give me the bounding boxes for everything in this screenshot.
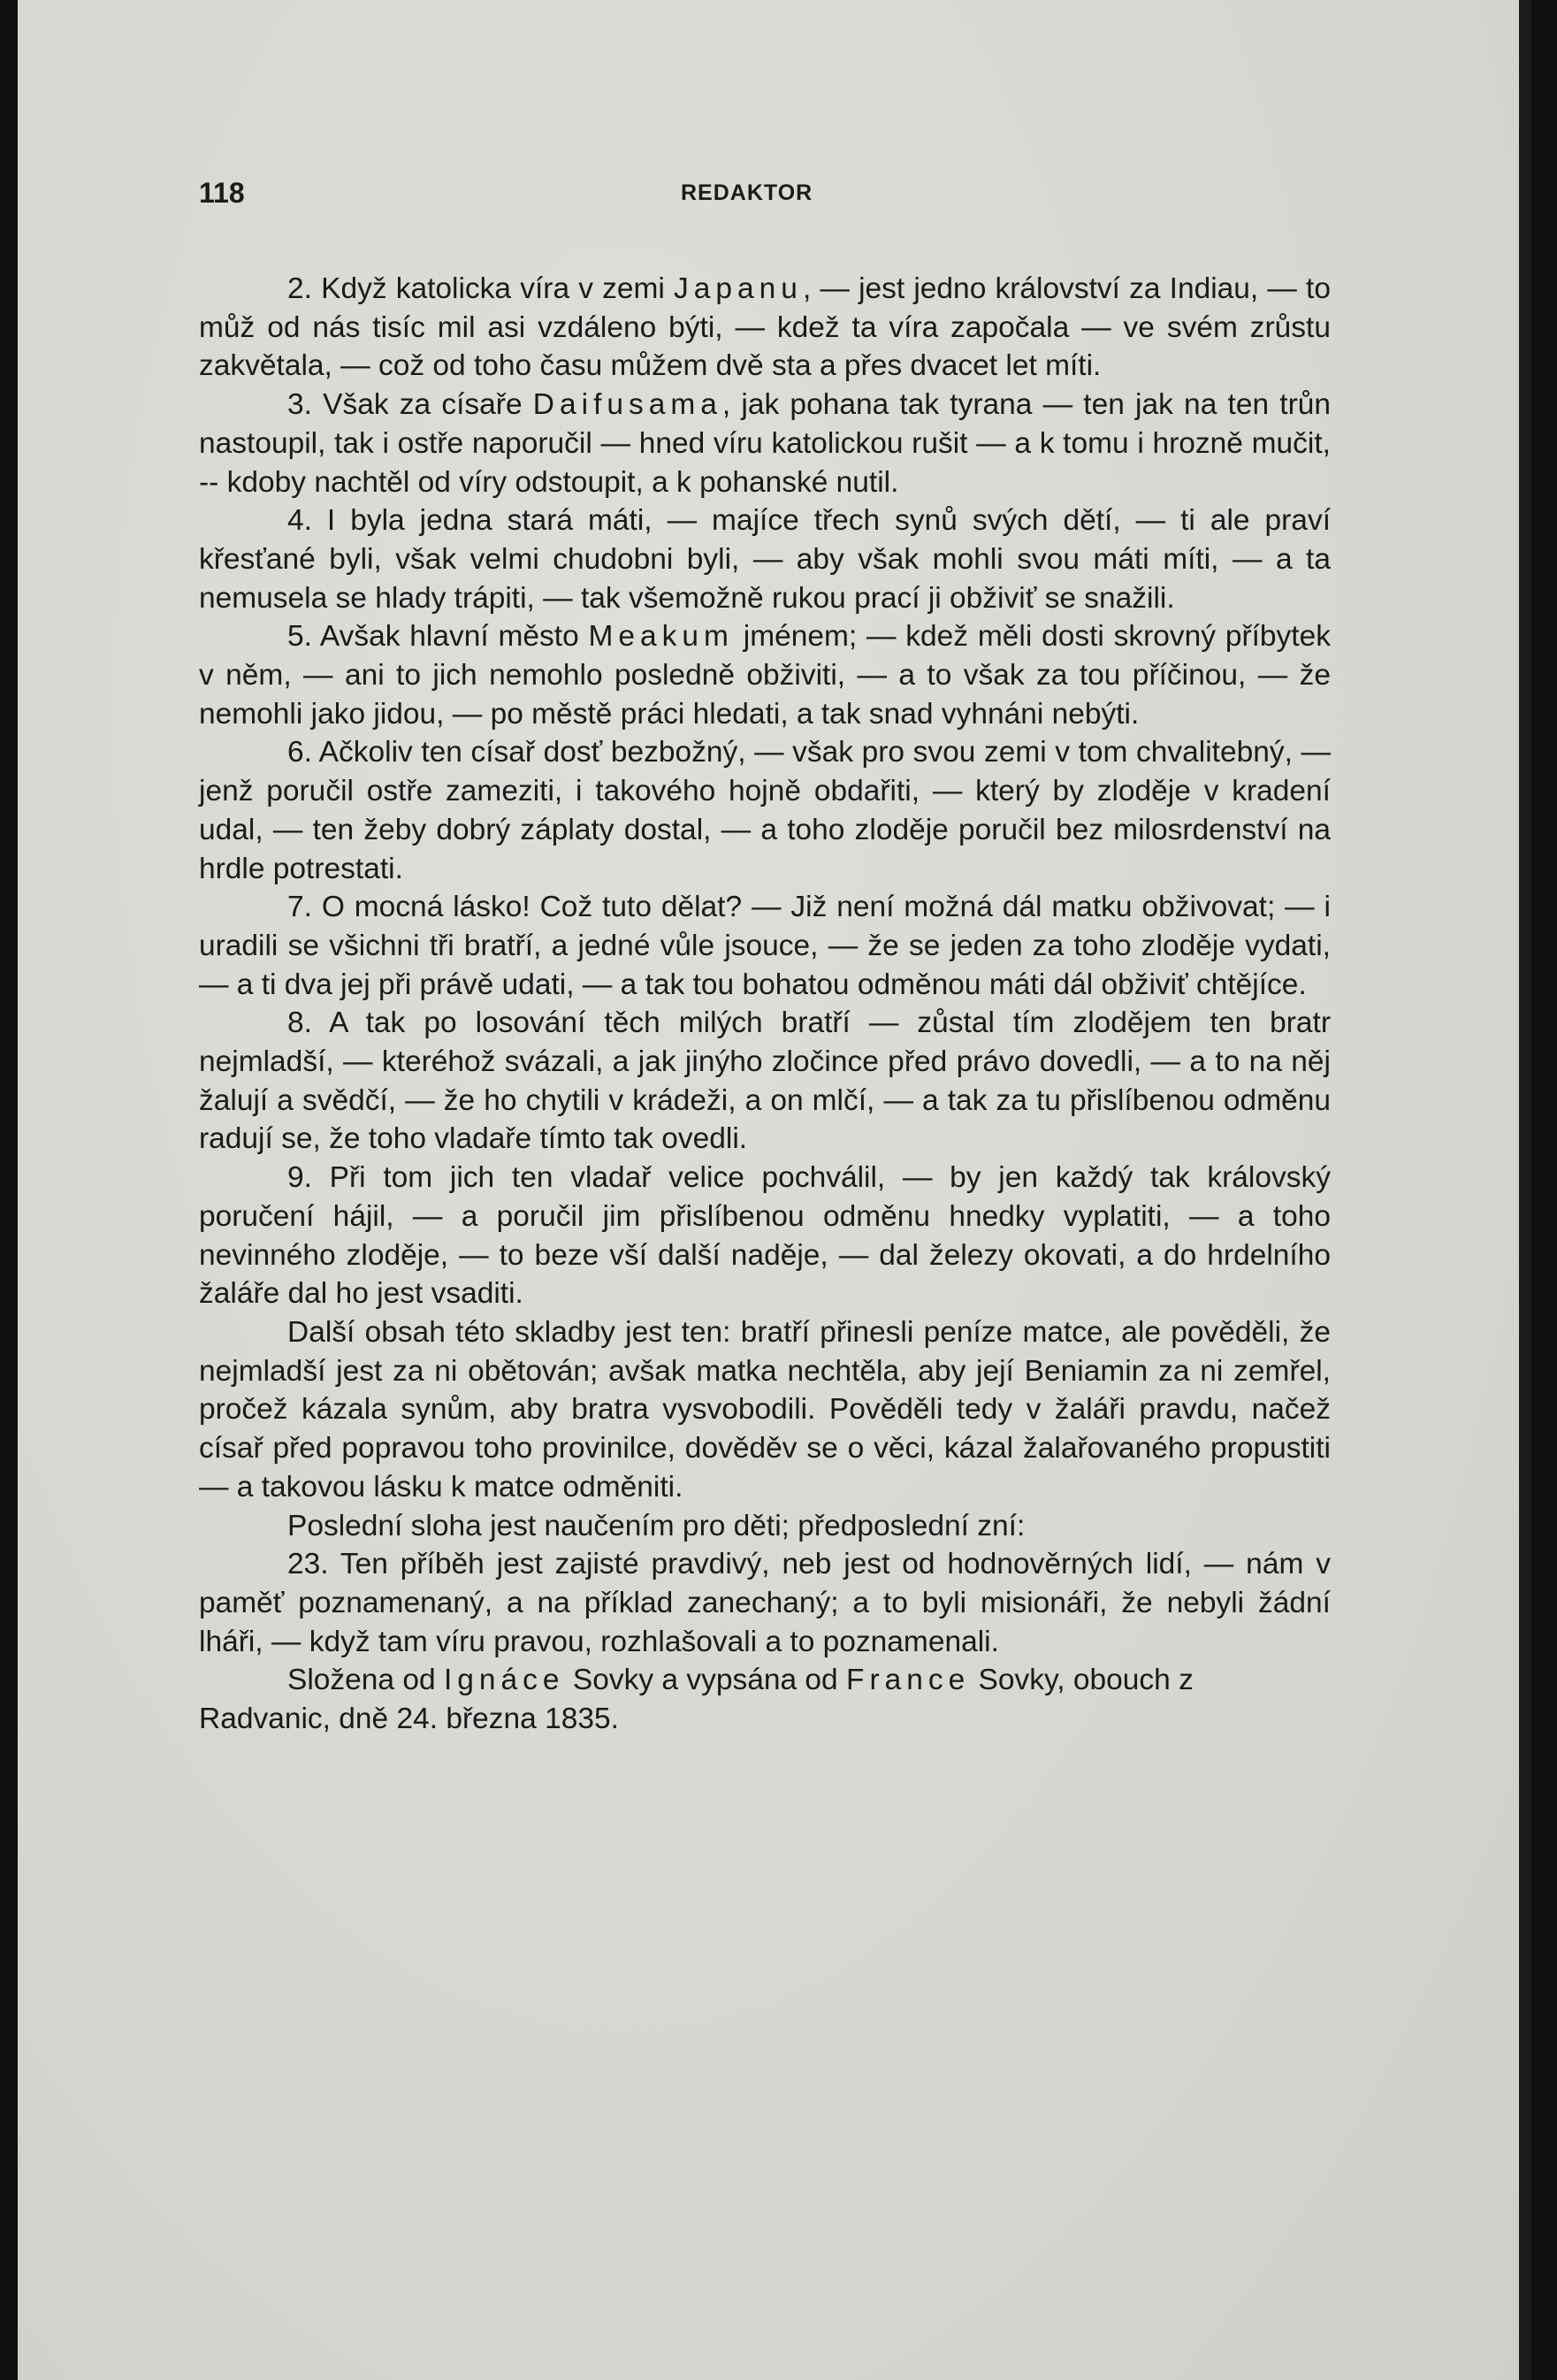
paragraph-3-text-b: , jak pohana tak tyrana — ten jak na ten trůn nastoupil, tak i ostře naporučil — hned víru katolickou rušit — a k tomu i hrozně mučit, -- kdoby nachtěl od víry odstoupit, a k pohanské nutil. bbox=[199, 388, 1331, 499]
spaced-word-daifusama: Daifusama bbox=[532, 388, 722, 422]
spaced-word-france: France bbox=[845, 1664, 971, 1697]
paragraph-signature bbox=[199, 1661, 1331, 1738]
page-header bbox=[199, 177, 1331, 212]
paragraph-3 bbox=[199, 386, 1331, 501]
running-title: REDAKTOR bbox=[681, 180, 813, 205]
paragraph-9: 9. Při tom jich ten vladař velice pochválil, — by jen každý tak královský poručení hájil, — a poručil jim přislíbenou odměnu hnedky vyplatiti, — a toho nevinného zloděje, — to beze vší další naděje, — dal železy okovati, a do hrdelního žaláře dal ho jest vsaditi. bbox=[199, 1161, 1331, 1311]
paragraph-content-summary: Další obsah této skladby jest ten: bratří přinesli peníze matce, ale pověděli, že nejmladší jest za ni obětován; avšak matka nechtěla, aby její Beniamin za ni zemřel, pročež kázala synům, aby bratra vysvobodili. Pověděli tedy v žaláři pravdu, načež císař před popravou toho provinilce, dověděv se o věci, kázal žalařovaného propustiti — a takovou lásku k matce odměniti. bbox=[199, 1315, 1331, 1504]
spaced-word-meakum: Meakum bbox=[588, 620, 734, 654]
spaced-word-ignace: Ignáce bbox=[443, 1664, 565, 1697]
paragraph-2 bbox=[199, 270, 1331, 386]
paragraph-5-text-b: jménem; — kdež měli dosti skrovný příbytek v něm, — ani to jich nemohlo posledně obživiti, — a to však za tou příčinou, — že nemohli jako jidou, — po městě práci hledati, a tak snad vyhnáni nebýti. bbox=[199, 620, 1331, 731]
paragraph-3-text-a: 3. Však za císaře bbox=[287, 388, 533, 422]
paragraph-7: 7. O mocná lásko! Což tuto dělat? — Již není možná dál matku obživovat; — i uradili se všichni tři bratří, a jedné vůle jsouce, — že se jeden za toho zloděje vydati, — a ti dva jej při právě udati, — a tak tou bohatou odměnou máti dál obživiť chtějíce. bbox=[199, 891, 1331, 1001]
paragraph-5 bbox=[199, 617, 1331, 733]
page-spine-edge bbox=[1519, 0, 1531, 2380]
signature-text-a: Složena od bbox=[287, 1664, 444, 1697]
paragraph-4: 4. I byla jedna stará máti, — majíce třech synů svých dětí, — ti ale praví křesťané byli, však velmi chudobni byli, — aby však mohli svou máti míti, — a ta nemusela se hlady trápiti, — tak všemožně rukou prací ji obživiť se snažili. bbox=[199, 504, 1331, 615]
paragraph-last-verse-note: Poslední sloha jest naučením pro děti; předposlední zní: bbox=[287, 1509, 1026, 1542]
spaced-word-japanu: Japanu bbox=[674, 272, 803, 305]
paragraph-2-text-a: 2. Když katolicka víra v zemi bbox=[287, 272, 675, 305]
book-page bbox=[18, 0, 1531, 2380]
paragraph-2-text-b: , — jest jedno království za Indiau, — to můž od nás tisíc mil asi vzdáleno býti, — kdež ta víra započala — ve svém zrůstu zakvětala, — což od toho času můžem dvě sta a přes dvacet let míti. bbox=[199, 272, 1331, 383]
page-number: 118 bbox=[199, 177, 245, 209]
paragraph-5-text-a: 5. Avšak hlavní město bbox=[287, 620, 589, 654]
signature-text-c: Sovky, obouch z Radvanic, dně 24. března 1835. bbox=[199, 1664, 1194, 1736]
paragraph-6: 6. Ačkoliv ten císař dosť bezbožný, — však pro svou zemi v tom chvalitebný, — jenž poručil ostře zameziti, i takového hojně obdařiti, — který by zloděje v kradení udal, — ten žeby dobrý záplaty dostal, — a toho zloděje poručil bez milosrdenství na hrdle potrestati. bbox=[199, 736, 1331, 885]
body-text bbox=[199, 270, 1331, 1739]
paragraph-8: 8. A tak po losování těch milých bratří — zůstal tím zlodějem ten bratr nejmladší, — kteréhož svázali, a jak jinýho zločince před právo dovedli, — a to na něj žalují a svědčí, — že ho chytili v krádeži, a on mlčí, — a tak za tu přislíbenou odměnu radují se, že toho vladaře tímto tak ovedli. bbox=[199, 1006, 1331, 1156]
paragraph-23: 23. Ten příběh jest zajisté pravdivý, neb jest od hodnověrných lidí, — nám v paměť poznamenaný, a na příklad zanechaný; a to byli misionáři, že nebyli žádní lháři, — když tam víru pravou, rozhlašovali a to poznamenali. bbox=[199, 1548, 1331, 1658]
signature-text-b: Sovky a vypsána od bbox=[564, 1664, 846, 1697]
